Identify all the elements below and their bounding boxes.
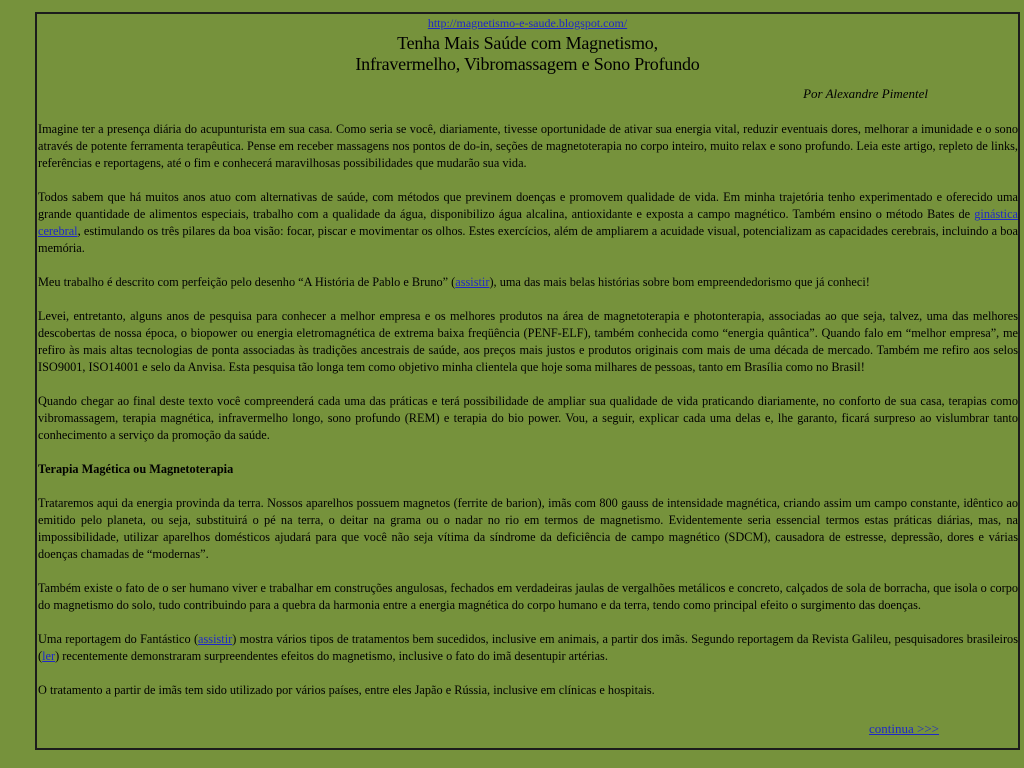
- article-title: [37, 33, 1018, 75]
- paragraph-text: Meu trabalho é descrito com perfeição pelo desenho “A História de Pablo e Bruno” (: [38, 275, 456, 289]
- title-line-2: Infravermelho, Vibromassagem e Sono Profundo: [355, 54, 700, 74]
- continue-link[interactable]: continua >>>: [869, 721, 940, 736]
- paragraph: Também existe o fato de o ser humano viver e trabalhar em construções angulosas, fechados em verdadeiras jaulas de vergalhões metálicos e concreto, calçados de sola de borracha, que isola o corpo do magnetismo do solo, tudo contribuindo para a quebra da harmonia entre a energia magnética do corpo humano e da terra, tendo como principal efeito o surgimento das doenças.: [38, 581, 1018, 612]
- paragraph-text: ) mostra vários tipos de tratamentos bem sucedidos, inclusive em animais, a partir dos imãs. Segundo reportagem da Revista Galileu, pesquisadores brasileiros (: [38, 632, 1018, 663]
- blog-url-link[interactable]: http://magnetismo-e-saude.blogspot.com/: [427, 16, 628, 30]
- watch-fantastico-link[interactable]: assistir: [198, 632, 233, 646]
- paragraph: O tratamento a partir de imãs tem sido utilizado por vários países, entre eles Japão e Rússia, inclusive em clínicas e hospitais.: [38, 683, 655, 697]
- paragraph-text: , estimulando os três pilares da boa visão: focar, piscar e movimentar os olhos. Estes exercícios, além de ampliarem a acuidade visual, potencializam as capacidades cerebrais, incluindo a boa memória.: [38, 224, 1018, 255]
- article-frame: [35, 12, 1020, 750]
- read-galileu-link[interactable]: ler: [42, 649, 56, 663]
- paragraph-text: Todos sabem que há muitos anos atuo com alternativas de saúde, com métodos que previnem doenças e promovem qualidade de vida. Em minha trajetória tenho experimentado e oferecido uma grande quantidade de alimentos especiais, trabalho com a qualidade da água, disponibilizo água alcalina, antioxidante e exposta a campo magnético. Também ensino o método Bates de: [38, 190, 1018, 221]
- paragraph: Imagine ter a presença diária do acupunturista em sua casa. Como seria se você, diariamente, tivesse oportunidade de ativar sua energia vital, reduzir eventuais dores, melhorar a imunidade e o sono através de potente ferramenta terapêutica. Pense em receber massagens nos pontos de do-in, seções de magnetoterapia no corpo inteiro, muito relax e sono profundo. Leia este artigo, repleto de links, referências e reportagens, até o fim e conhecerá maravilhosas possibilidades que mudarão sua vida.: [38, 122, 1018, 170]
- paragraph: [38, 274, 1018, 291]
- paragraph: [38, 189, 1018, 257]
- watch-pablo-bruno-link[interactable]: assistir: [455, 275, 490, 289]
- paragraph-text: ), uma das mais belas histórias sobre bom empreendedorismo que já conheci!: [489, 275, 870, 289]
- paragraph: Levei, entretanto, alguns anos de pesquisa para conhecer a melhor empresa e os melhores produtos na área de magnetoterapia e photonterapia, associadas ao que seja, talvez, uma das melhores descobertas de nossa época, o biopower ou energia eletromagnética de extrema baixa freqüência (PENF-ELF), também conhecida como “energia quântica”. Quando falo em “melhor empresa”, me refiro às mais altas tecnologias de ponta associadas às tradições ancestrais de saúde, aos preços mais justos e produtos originais com mais de uma década de mercado. Também me refiro aos selos ISO9001, ISO14001 e selo da Anvisa. Esta pesquisa tão longa tem como objetivo minha clientela que hoje soma milhares de pessoas, tanto em Brasília como no Brasil!: [38, 309, 1018, 374]
- paragraph: Quando chegar ao final deste texto você compreenderá cada uma das práticas e terá possibilidade de ampliar sua qualidade de vida praticando diariamente, no conforto de sua casa, terapias como vibromassagem, terapia magnética, infravermelho longo, sono profundo (REM) e terapia do bio power. Vou, a seguir, explicar cada uma delas e, lhe garanto, ficará surpreso ao vislumbrar tanto conhecimento a serviço da promoção da saúde.: [38, 394, 1018, 442]
- paragraph: Trataremos aqui da energia provinda da terra. Nossos aparelhos possuem magnetos (ferrite de barion), imãs com 800 gauss de intensidade magnética, criando assim um campo constante, idêntico ao emitido pelo planeta, ou seja, substituirá o pé na terra, o deitar na grama ou o nadar no rio em termos de magnetismo. Evidentemente seria essencial termos estas práticas diárias, mas, na impossibilidade, utilizar aparelhos domésticos ajudará para que você não seja vítima da síndrome da deficiência de campo magnético (SDCM), causadora de estresse, depressão, dores e várias doenças chamadas de “modernas”.: [38, 496, 1018, 561]
- paragraph-text: ) recentemente demonstraram surpreendentes efeitos do magnetismo, inclusive o fato do imã desentupir artérias.: [55, 649, 608, 663]
- paragraph-text: Uma reportagem do Fantástico (: [38, 632, 199, 646]
- title-line-1: Tenha Mais Saúde com Magnetismo,: [397, 33, 658, 53]
- paragraph: [38, 631, 1018, 665]
- section-heading: Terapia Magética ou Magnetoterapia: [38, 462, 234, 476]
- author-byline: Por Alexandre Pimentel: [803, 86, 928, 101]
- article-body: [38, 121, 1018, 699]
- brain-gym-link[interactable]: ginástica cerebral: [38, 207, 1018, 238]
